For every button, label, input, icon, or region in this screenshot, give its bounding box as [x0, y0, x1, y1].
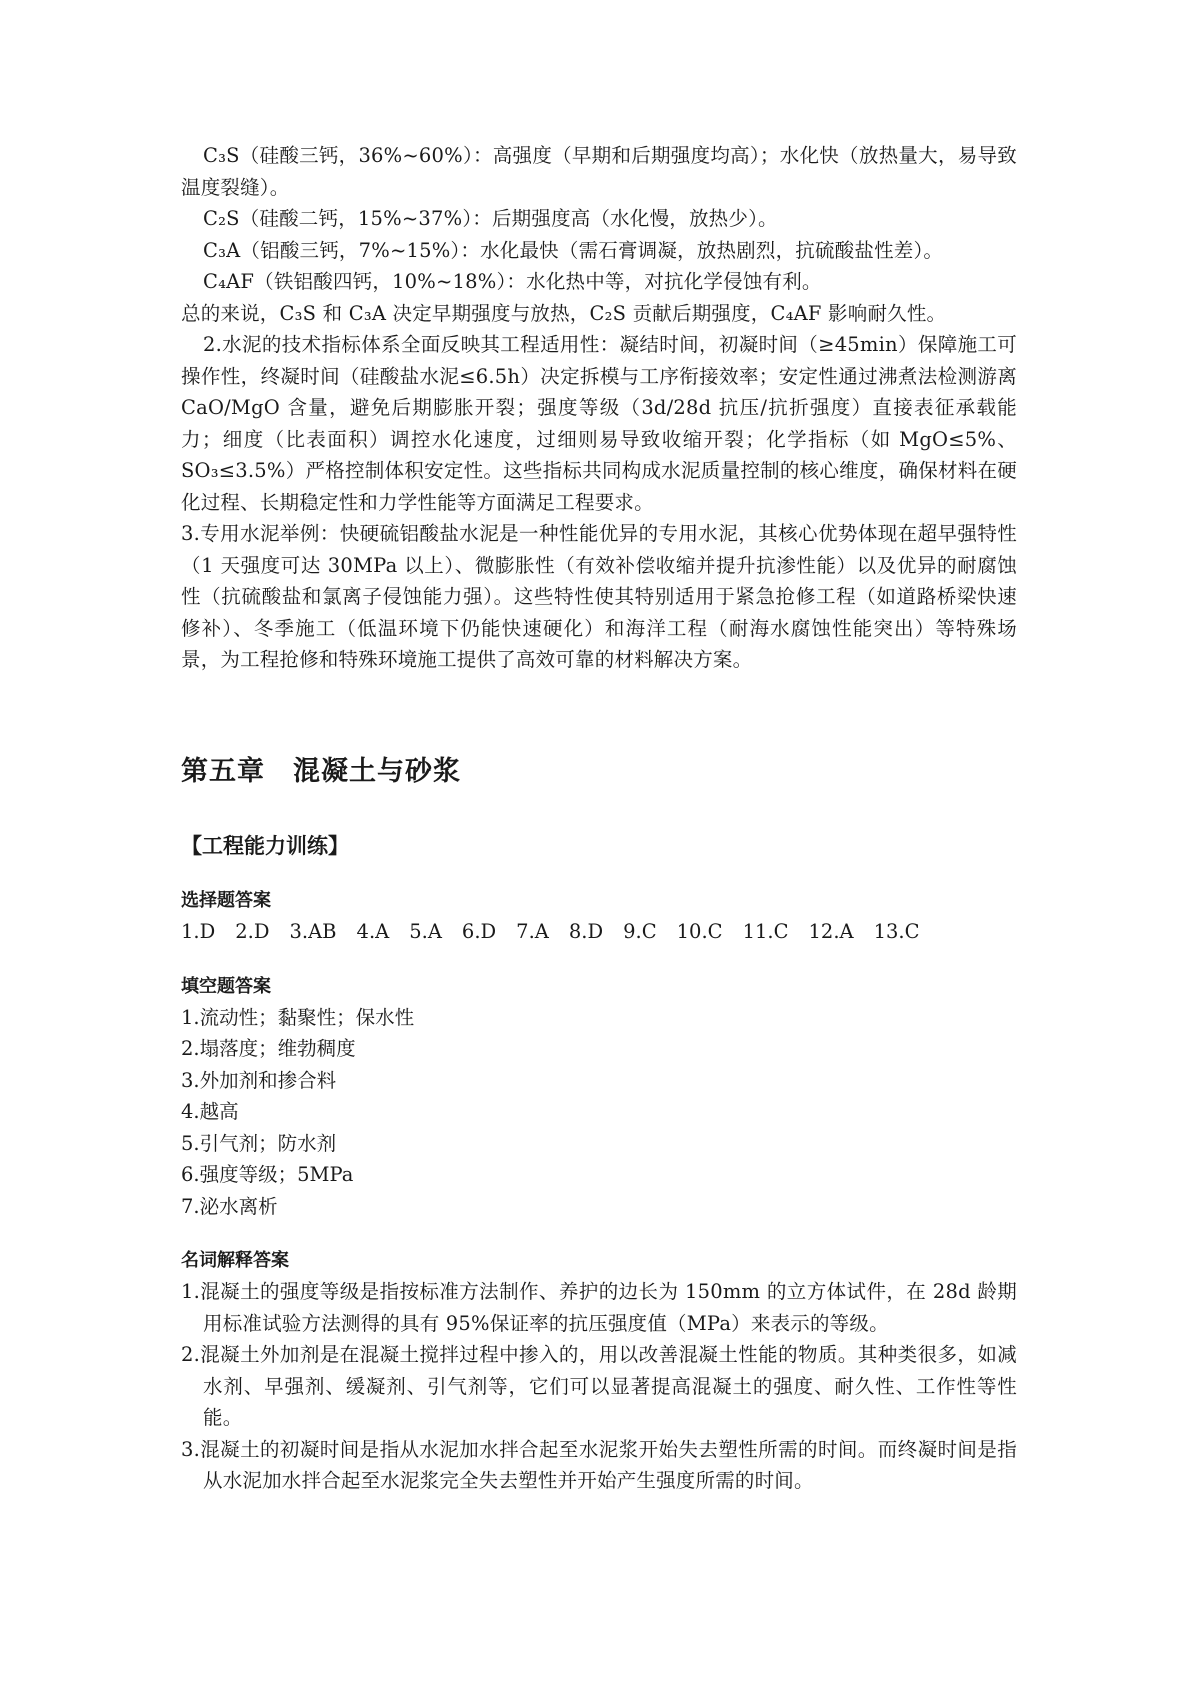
- terms-heading: 名词解释答案: [181, 1250, 289, 1271]
- choice-answer: 11.C: [742, 919, 789, 943]
- term-item: 1.混凝土的强度等级是指按标准方法制作、养护的边长为 150mm 的立方体试件，在 28d 龄期用标准试验方法测得的具有 95%保证率的抗压强度值（MPa）来表示的等级。: [181, 1280, 1017, 1335]
- summary-paragraph: 总的来说，C₃S 和 C₃A 决定早期强度与放热，C₂S 贡献后期强度，C₄AF 影响耐久性。: [181, 301, 947, 325]
- fill-item: 3.外加剂和掺合料: [181, 1068, 337, 1092]
- item-3-paragraph: 3.专用水泥举例：快硬硫铝酸盐水泥是一种性能优异的专用水泥，其核心优势体现在超早强特性（1 天强度可达 30MPa 以上）、微膨胀性（有效补偿收缩并提升抗渗性能）以及优异的耐腐蚀性（抗硫酸盐和氯离子侵蚀能力强）。这些特性使其特别适用于紧急抢修工程（如道路桥梁快速修补）、冬季施工（低温环境下仍能快速硬化）和海洋工程（耐海水腐蚀性能突出）等特殊场景，为工程抢修和特殊环境施工提供了高效可靠的材料解决方案。: [181, 522, 1017, 671]
- choice-answer: 13.C: [873, 919, 920, 943]
- item-2-paragraph: 2.水泥的技术指标体系全面反映其工程适用性：凝结时间，初凝时间（≥45min）保障施工可操作性，终凝时间（硅酸盐水泥≤6.5h）决定拆模与工序衔接效率；安定性通过沸煮法检测游离 CaO/MgO 含量，避免后期膨胀开裂；强度等级（3d/28d 抗压/抗折强度）直接表征承载能力；细度（比表面积）调控水化速度，过细则易导致收缩开裂；化学指标（如 MgO≤5%、SO₃≤3.5%）严格控制体积安定性。这些指标共同构成水泥质量控制的核心维度，确保材料在硬化过程、长期稳定性和力学性能等方面满足工程要求。: [181, 333, 1017, 514]
- chapter-title: 第五章 混凝土与砂浆: [181, 755, 461, 787]
- fill-item: 4.越高: [181, 1100, 239, 1123]
- choice-answer: 7.A: [516, 919, 549, 943]
- choice-answers: [181, 916, 1017, 948]
- fill-item: 6.强度等级；5MPa: [181, 1163, 354, 1186]
- choice-answer: 5.A: [409, 919, 442, 943]
- fill-heading: 填空题答案: [181, 975, 271, 997]
- fill-item: 1.流动性；黏聚性；保水性: [181, 1005, 415, 1029]
- fill-item: 5.引气剂；防水剂: [181, 1131, 337, 1155]
- choice-answer: 12.A: [808, 919, 854, 943]
- c2s-paragraph: C₂S（硅酸二钙，15%~37%）：后期强度高（水化慢，放热少）。: [203, 207, 778, 230]
- choice-answer: 8.D: [568, 919, 604, 943]
- c4af-paragraph: C₄AF（铁铝酸四钙，10%~18%）：水化热中等，对抗化学侵蚀有利。: [203, 270, 822, 293]
- term-item: 3.混凝土的初凝时间是指从水泥加水拌合起至水泥浆开始失去塑性所需的时间。而终凝时间是指从水泥加水拌合起至水泥浆完全失去塑性并开始产生强度所需的时间。: [181, 1437, 1017, 1492]
- choice-answer: 3.AB: [289, 919, 337, 943]
- fill-item: 2.塌落度；维勃稠度: [181, 1037, 356, 1060]
- choice-answer: 4.A: [356, 919, 390, 943]
- choice-answer: 6.D: [461, 919, 497, 943]
- section-title: 【工程能力训练】: [181, 833, 349, 858]
- c3a-paragraph: C₃A（铝酸三钙，7%~15%）：水化最快（需石膏调凝，放热剧烈，抗硫酸盐性差）。: [203, 238, 944, 262]
- choice-answer: 1.D: [181, 919, 216, 943]
- choice-answer: 10.C: [676, 919, 723, 943]
- c3s-paragraph: C₃S（硅酸三钙，36%~60%）：高强度（早期和后期强度均高）；水化快（放热量大，易导致温度裂缝）。: [181, 144, 1017, 199]
- document-page: [181, 140, 1017, 1497]
- choice-heading: 选择题答案: [181, 889, 271, 911]
- term-item: 2.混凝土外加剂是在混凝土搅拌过程中掺入的，用以改善混凝土性能的物质。其种类很多，如减水剂、早强剂、缓凝剂、引气剂等，它们可以显著提高混凝土的强度、耐久性、工作性等性能。: [181, 1343, 1017, 1429]
- choice-answer: 9.C: [623, 919, 657, 943]
- choice-answer: 2.D: [235, 919, 270, 943]
- fill-item: 7.泌水离析: [181, 1194, 278, 1218]
